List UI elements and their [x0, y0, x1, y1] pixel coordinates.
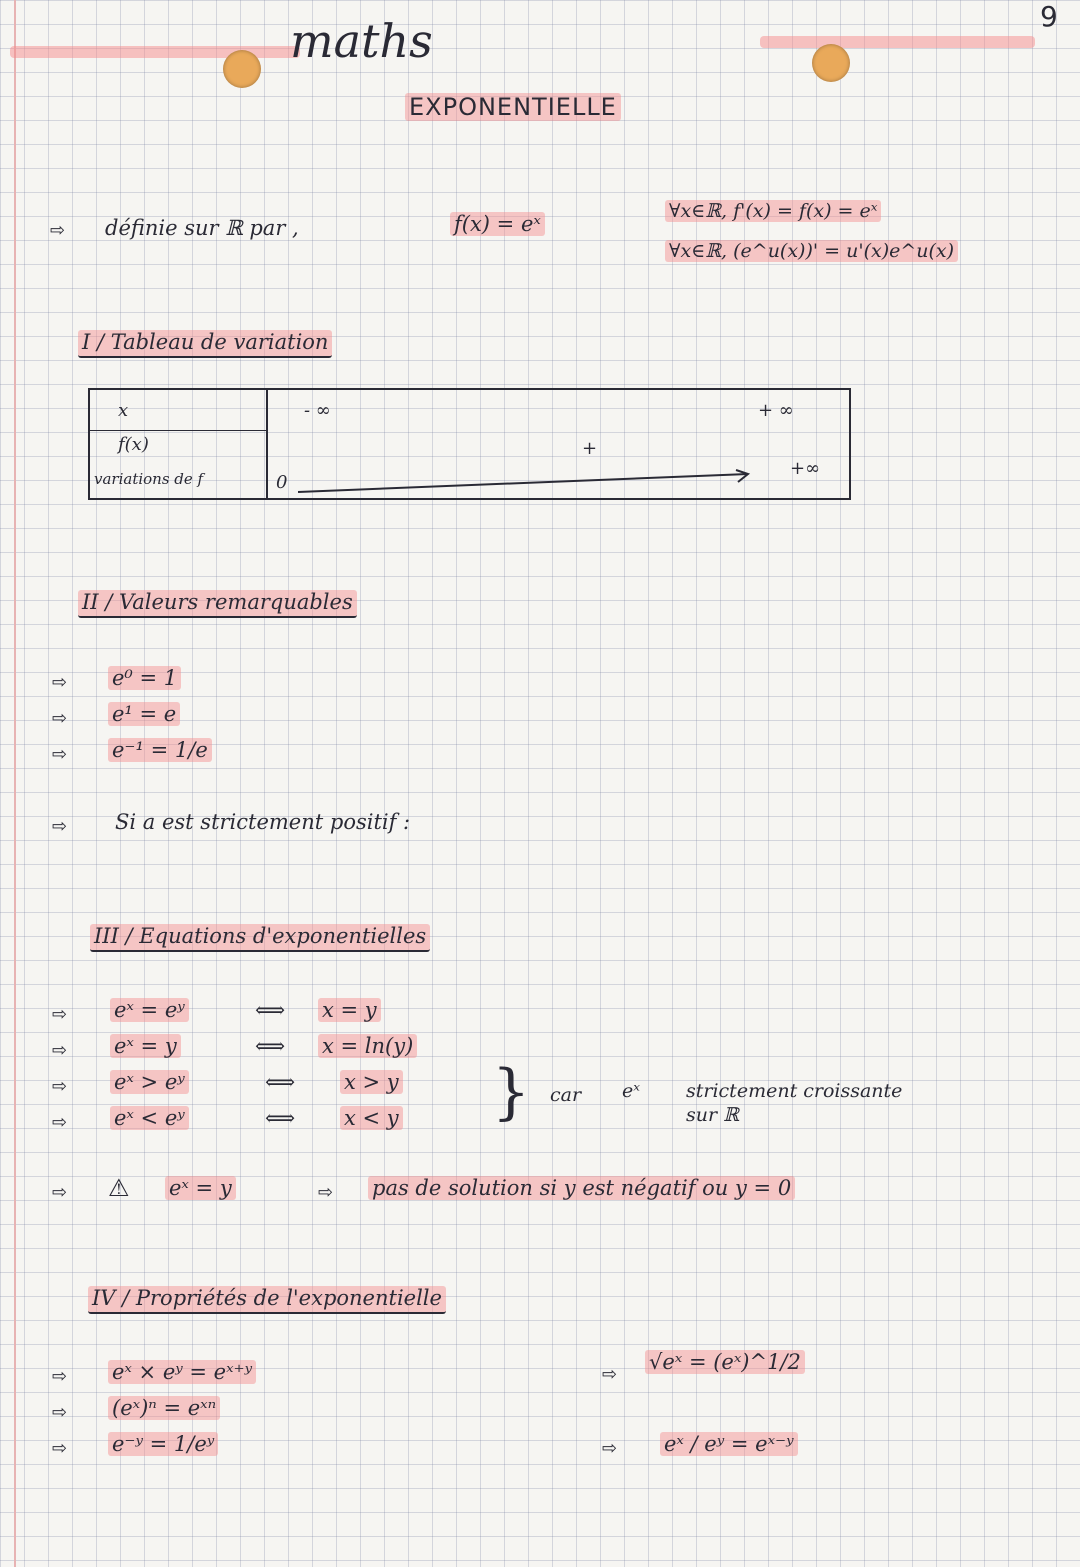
- derivative-rule: ∀x∈ℝ, f'(x) = f(x) = eˣ: [665, 200, 881, 222]
- section-title-properties: IV / Propriétés de l'exponentielle: [88, 1286, 446, 1314]
- composite-derivative-rule: ∀x∈ℝ, (e^u(x))' = u'(x)e^u(x): [665, 240, 958, 262]
- x-end-value: + ∞: [758, 400, 794, 421]
- equation-1-equivalence: ⟺: [255, 998, 286, 1022]
- section-title-variation: I / Tableau de variation: [78, 330, 332, 358]
- property-product: eˣ × eʸ = eˣ⁺ʸ: [108, 1360, 256, 1384]
- equation-3-rhs: x > y: [340, 1070, 403, 1094]
- equation-4-rhs: x < y: [340, 1106, 403, 1130]
- bullet-arrow-icon: ⇨: [52, 1438, 68, 1459]
- bullet-arrow-icon: ⇨: [602, 1364, 618, 1385]
- derivative-sign: +: [582, 438, 598, 459]
- variation-table: [88, 388, 851, 500]
- property-quotient: eˣ / eʸ = eˣ⁻ʸ: [660, 1432, 798, 1456]
- function-definition: f(x) = eˣ: [450, 212, 545, 236]
- bullet-arrow-icon: ⇨: [52, 1112, 68, 1133]
- value-e-minus-1: e⁻¹ = 1/e: [108, 738, 212, 762]
- equation-3-lhs: eˣ > eʸ: [110, 1070, 189, 1094]
- because-expression: eˣ: [622, 1080, 640, 1102]
- row-label-variations: variations de f: [94, 470, 204, 488]
- bullet-arrow-icon: ⇨: [50, 220, 66, 241]
- variation-table-labels: [89, 389, 267, 499]
- property-square-root: √eˣ = (eˣ)^1/2: [645, 1350, 805, 1374]
- because-text-line1: strictement croissante: [686, 1080, 903, 1102]
- section-title-values: II / Valeurs remarquables: [78, 590, 357, 618]
- page-number: 9: [1040, 0, 1058, 33]
- bullet-arrow-icon: ⇨: [52, 744, 68, 765]
- bullet-arrow-icon: ⇨: [52, 672, 68, 693]
- page-title: EXPONENTIELLE: [405, 93, 621, 121]
- warning-expression: eˣ = y: [165, 1176, 236, 1200]
- binder-hole-right: [812, 44, 850, 82]
- variation-table-values: [267, 389, 850, 499]
- bullet-arrow-icon: ⇨: [52, 1004, 68, 1025]
- bullet-arrow-icon: ⇨: [52, 1182, 68, 1203]
- curly-brace: }: [492, 1057, 531, 1127]
- implies-arrow-icon: ⇨: [318, 1182, 334, 1203]
- increasing-arrow: [298, 466, 758, 496]
- section-title-equations: III / Equations d'exponentielles: [90, 924, 430, 952]
- bullet-arrow-icon: ⇨: [52, 1076, 68, 1097]
- binder-hole-left: [223, 50, 261, 88]
- equation-4-lhs: eˣ < eʸ: [110, 1106, 189, 1130]
- equation-1-lhs: eˣ = eʸ: [110, 998, 189, 1022]
- equation-2-rhs: x = ln(y): [318, 1034, 417, 1058]
- positive-note: Si a est strictement positif :: [115, 810, 411, 834]
- bullet-arrow-icon: ⇨: [602, 1438, 618, 1459]
- margin-line: [14, 0, 16, 1567]
- page-subject: maths: [290, 14, 433, 68]
- x-start-value: - ∞: [304, 400, 331, 421]
- row-label-x: x: [118, 400, 129, 421]
- property-power: (eˣ)ⁿ = eˣⁿ: [108, 1396, 220, 1420]
- because-text-line2: sur ℝ: [686, 1104, 739, 1126]
- bullet-arrow-icon: ⇨: [52, 816, 68, 837]
- bullet-arrow-icon: ⇨: [52, 1402, 68, 1423]
- variation-start: 0: [276, 472, 288, 493]
- value-e1: e¹ = e: [108, 702, 180, 726]
- equation-4-equivalence: ⟺: [265, 1106, 296, 1130]
- row-label-fx: f(x): [118, 434, 149, 455]
- variation-end: +∞: [790, 458, 821, 479]
- property-inverse: e⁻ʸ = 1/eʸ: [108, 1432, 218, 1456]
- definition-text: définie sur ℝ par ,: [105, 216, 299, 240]
- equation-2-equivalence: ⟺: [255, 1034, 286, 1058]
- equation-2-lhs: eˣ = y: [110, 1034, 181, 1058]
- warning-icon: ⚠: [108, 1174, 130, 1202]
- value-e0: e⁰ = 1: [108, 666, 181, 690]
- bullet-arrow-icon: ⇨: [52, 1366, 68, 1387]
- bullet-arrow-icon: ⇨: [52, 708, 68, 729]
- because-word: car: [550, 1084, 582, 1106]
- warning-text: pas de solution si y est négatif ou y = 0: [368, 1176, 795, 1200]
- bullet-arrow-icon: ⇨: [52, 1040, 68, 1061]
- equation-3-equivalence: ⟺: [265, 1070, 296, 1094]
- header-highlight-right: [760, 36, 1035, 48]
- equation-1-rhs: x = y: [318, 998, 381, 1022]
